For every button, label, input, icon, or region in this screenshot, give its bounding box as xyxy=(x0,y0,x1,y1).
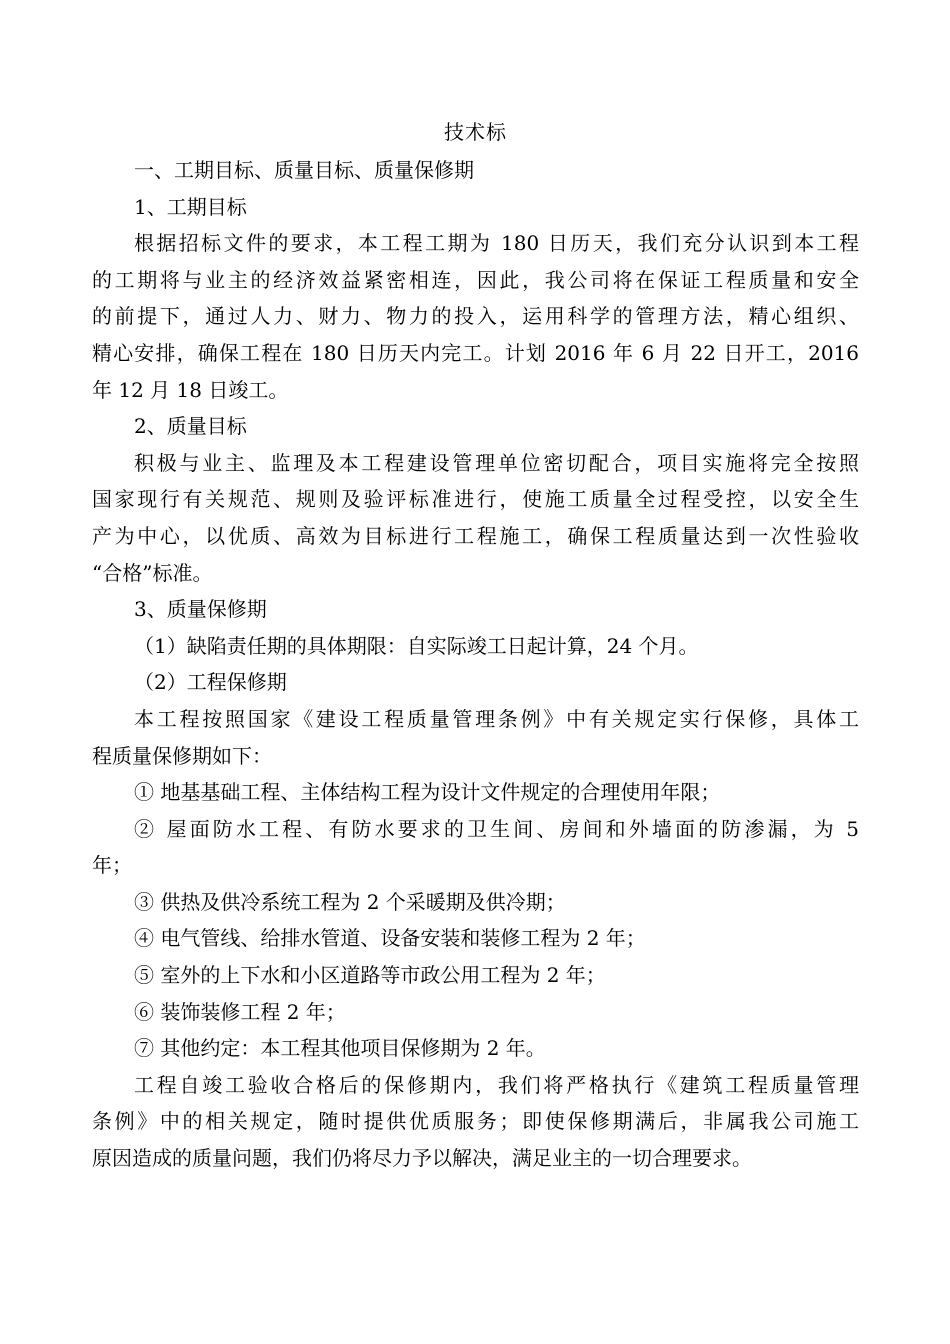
document-title: 技术标 xyxy=(444,120,507,144)
warranty-list-item: ④ 电气管线、给排水管道、设备安装和装修工程为 2 年； xyxy=(134,926,646,951)
document-page xyxy=(92,112,859,1177)
subsection-heading-quality: 2、质量目标 xyxy=(134,414,247,439)
quality-para-line: 积极与业主、监理及本工程建设管理单位密切配合，项目实施将完全按照 xyxy=(134,450,859,475)
subsection-heading-schedule: 1、工期目标 xyxy=(134,194,247,219)
schedule-para-line: 精心安排，确保工程在 180 日历天内完工。计划 2016 年 6 月 22 日开工，2016 xyxy=(92,340,859,365)
schedule-para-line: 根据招标文件的要求，本工程工期为 180 日历天，我们充分认识到本工程 xyxy=(134,231,859,256)
schedule-para-line: 年 12 月 18 日竣工。 xyxy=(92,377,289,402)
schedule-para-line: 的工期将与业主的经济效益紧密相连，因此，我公司将在保证工程质量和安全 xyxy=(92,267,859,292)
warranty-intro-line: 程质量保修期如下： xyxy=(92,743,272,768)
warranty-period-item: （2）工程保修期 xyxy=(134,670,287,695)
quality-para-line: “合格”标准。 xyxy=(92,560,213,585)
closing-para-line: 原因造成的质量问题，我们仍将尽力予以解决，满足业主的一切合理要求。 xyxy=(92,1146,752,1171)
defect-liability-item: （1）缺陷责任期的具体期限：自实际竣工日起计算，24 个月。 xyxy=(134,633,699,658)
warranty-list-item: ③ 供热及供冷系统工程为 2 个采暖期及供冷期； xyxy=(134,889,566,914)
warranty-intro-line: 本工程按照国家《建设工程质量管理条例》中有关规定实行保修，具体工 xyxy=(134,706,859,731)
quality-para-line: 国家现行有关规范、规则及验评标准进行，使施工质量全过程受控，以安全生 xyxy=(92,487,859,512)
closing-para-line: 条例》中的相关规定，随时提供优质服务；即使保修期满后，非属我公司施工 xyxy=(92,1109,859,1134)
warranty-list-item: ① 地基基础工程、主体结构工程为设计文件规定的合理使用年限； xyxy=(134,780,721,805)
warranty-list-item: ⑤ 室外的上下水和小区道路等市政公用工程为 2 年； xyxy=(134,963,606,988)
quality-para-line: 产为中心，以优质、高效为目标进行工程施工，确保工程质量达到一次性验收 xyxy=(92,523,859,548)
warranty-list-item: ② 屋面防水工程、有防水要求的卫生间、房间和外墙面的防渗漏，为 5 xyxy=(134,816,859,841)
schedule-para-line: 的前提下，通过人力、财力、物力的投入，运用科学的管理方法，精心组织、 xyxy=(92,304,859,329)
warranty-list-item-continued: 年； xyxy=(92,853,132,878)
section-heading: 一、工期目标、质量目标、质量保修期 xyxy=(134,158,474,182)
closing-para-line: 工程自竣工验收合格后的保修期内，我们将严格执行《建筑工程质量管理 xyxy=(134,1072,859,1097)
warranty-list-item: ⑥ 装饰装修工程 2 年； xyxy=(134,999,346,1024)
subsection-heading-warranty: 3、质量保修期 xyxy=(134,597,267,622)
warranty-list-item: ⑦ 其他约定：本工程其他项目保修期为 2 年。 xyxy=(134,1036,546,1061)
